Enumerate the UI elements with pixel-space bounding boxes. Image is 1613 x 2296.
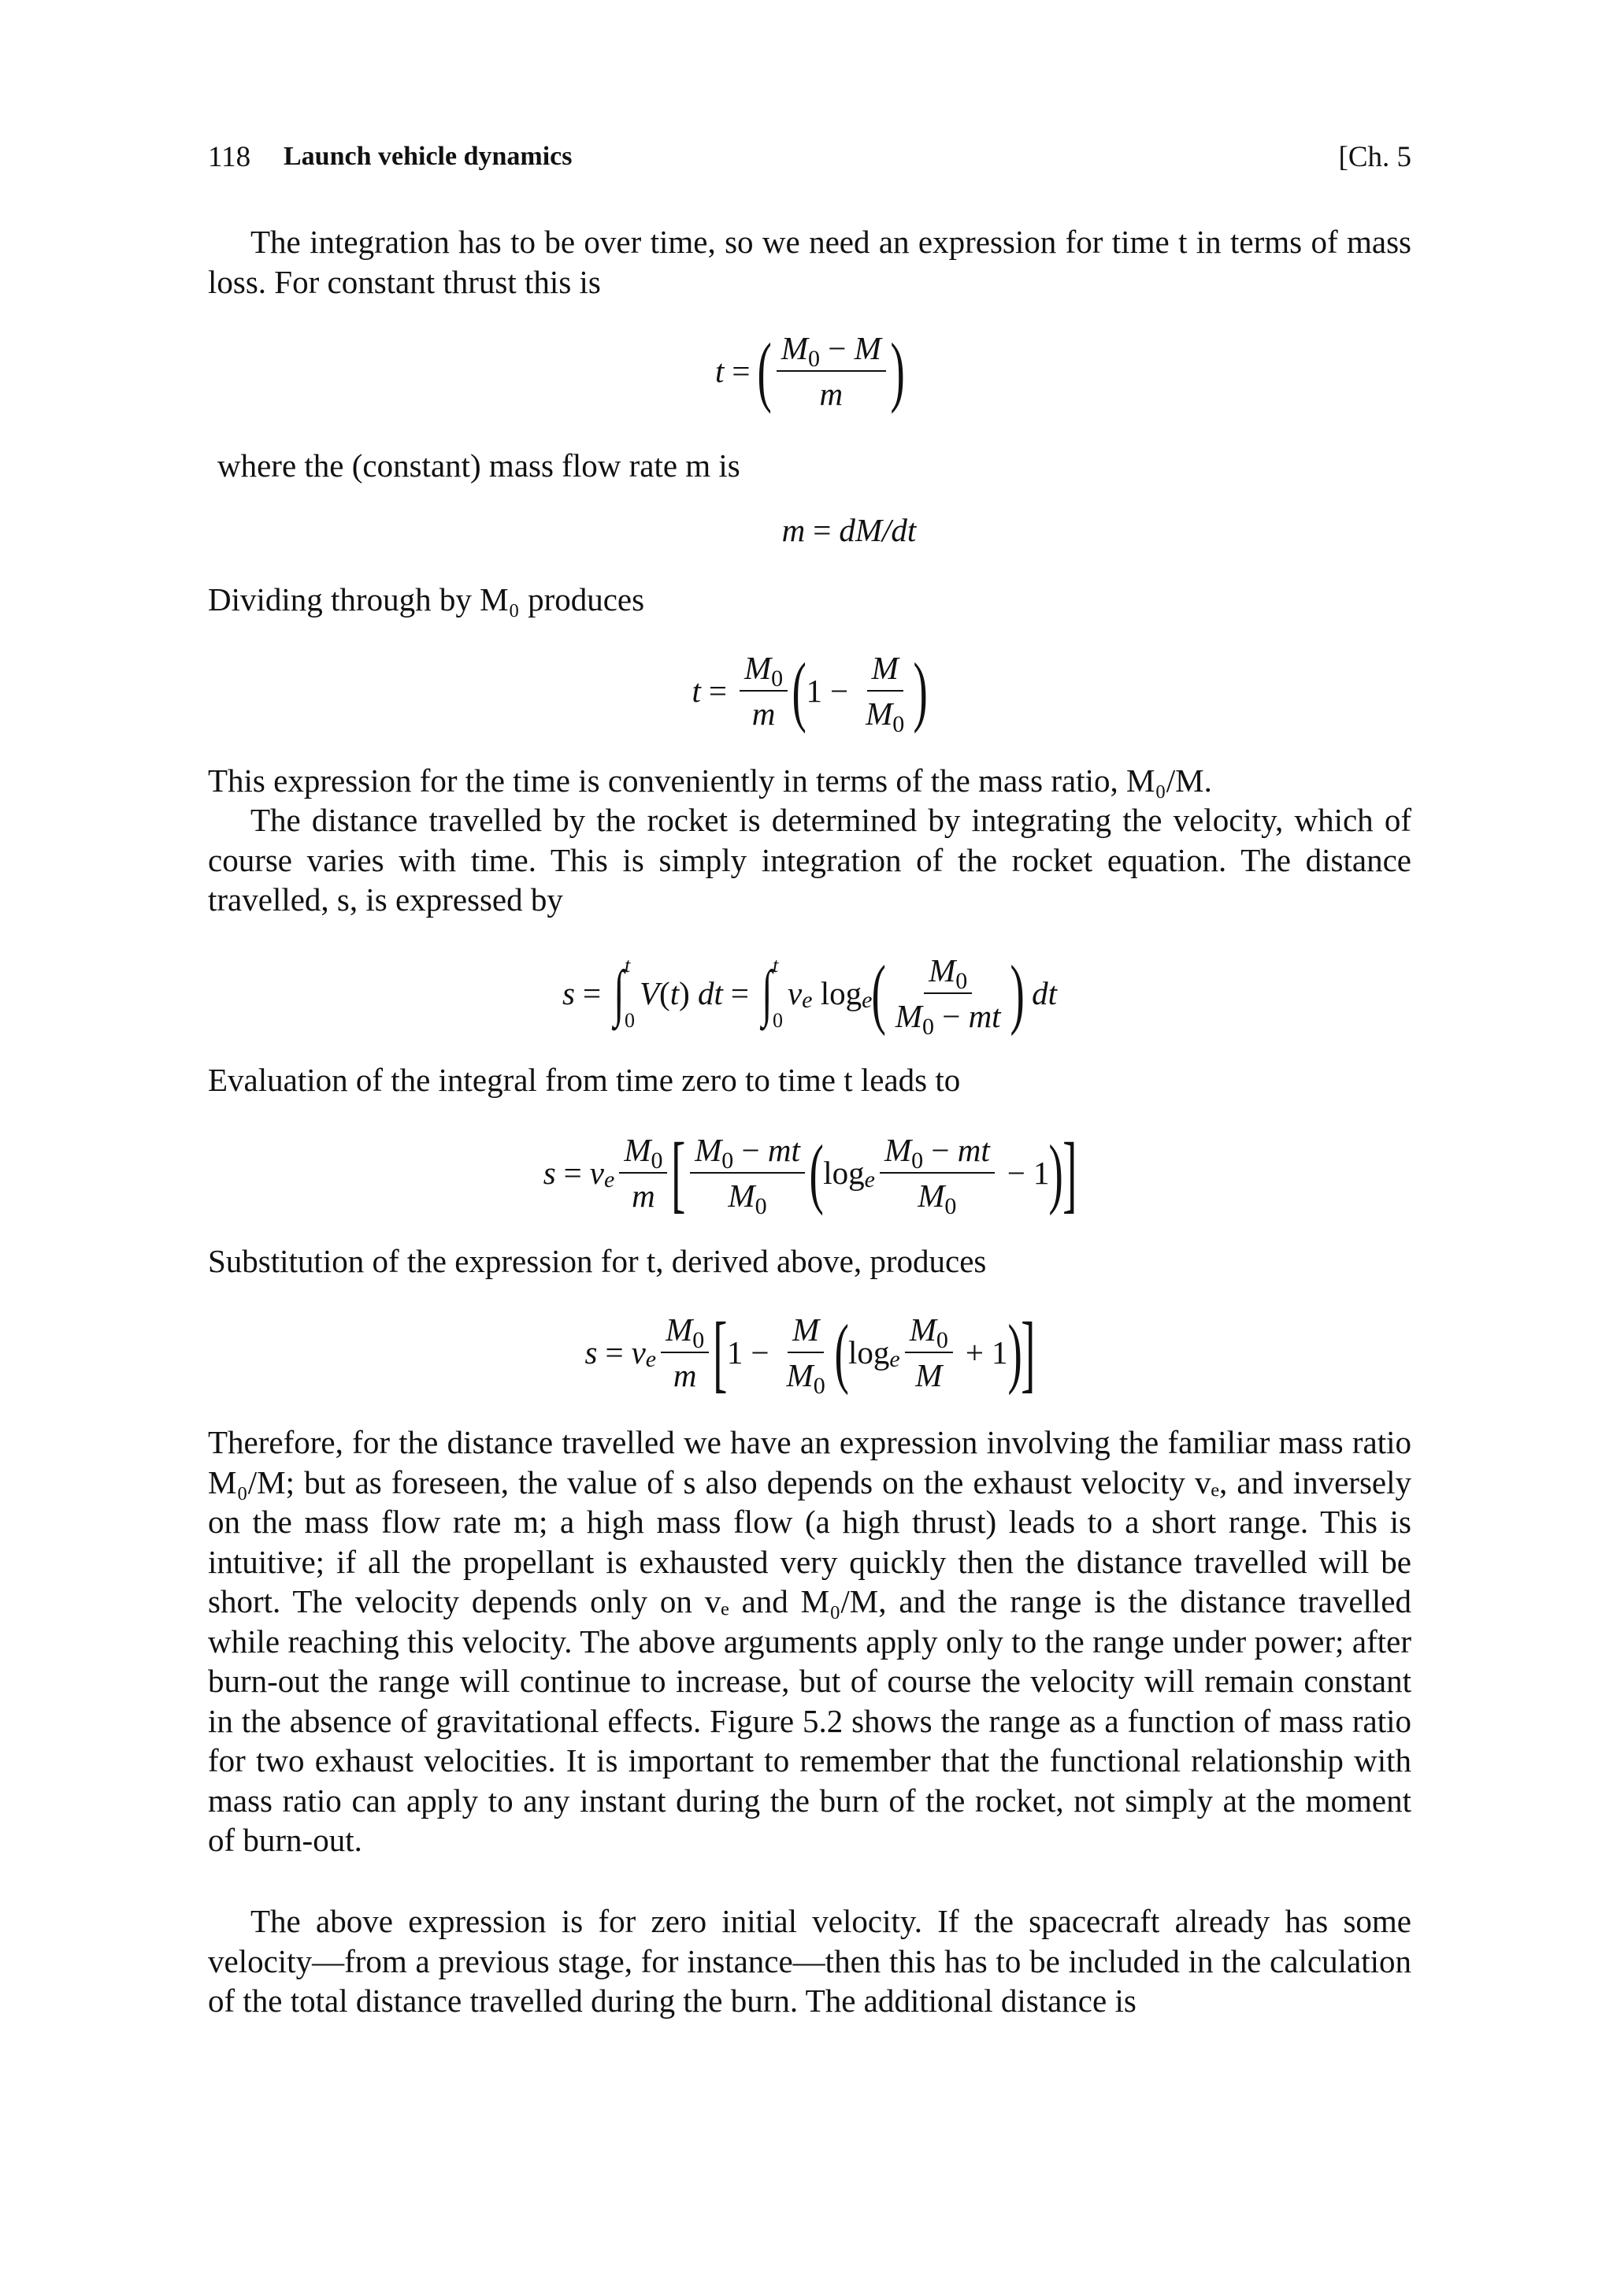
chapter-title: Launch vehicle dynamics bbox=[284, 142, 573, 171]
page-number: 118 bbox=[208, 141, 251, 173]
equation-time-mass-loss: t = ( $\frac{M_0 - M}{m}$ ) bbox=[714, 327, 905, 414]
document-page bbox=[208, 0, 1411, 2296]
running-header bbox=[208, 140, 1411, 180]
chapter-reference: [Ch. 5 bbox=[1338, 141, 1411, 173]
equation-distance-mass-ratio: s = v e $\frac{M_0}{m}$ [ 1 − $\frac{M}{M_0}$ ( log e $\frac{M_0}{M}$ + 1 ) ] bbox=[584, 1304, 1036, 1400]
equation-evaluated-integral: s = v e $\frac{M_0}{m}$ [ $\frac{M_0 - mt}{M_0}$ ( log e $\frac{M_0 - mt}{M_0}$ − 1 ) ] bbox=[543, 1125, 1077, 1221]
equation-time-mass-ratio: t = $\frac{M_0}{m}$ ( 1 − $\frac{M}{M_0}$ ) bbox=[692, 647, 929, 737]
paragraph-4: This expression for the time is conveniently in terms of the mass ratio, M₀/M. bbox=[208, 762, 1212, 799]
paragraph-1: The integration has to be over time, so we need an expression for time t in terms of mass loss. For constant thrust this is bbox=[208, 224, 1411, 300]
paragraph-8: Therefore, for the distance travelled we have an expression involving the familiar mass ratio M₀/M; but as foreseen, the value of s also depends on the exhaust velocity vₑ, and inversely on the mass flow rate m; a high mass flow (a high thrust) leads to a short range. This is intuitive; if all the propellant is exhausted very quickly then the distance travelled will be short. The velocity depends only on vₑ and M₀/M, and the range is the distance travelled while reaching this velocity. The above arguments apply only to the range under power; after burn-out the range will continue to increase, but of course the velocity will remain constant in the absence of gravitational effects. Figure 5.2 shows the range as a function of mass ratio for two exhaust velocities. It is important to remember that the functional relationship with mass ratio can apply to any instant during the burn of the rocket, not simply at the moment of burn-out. bbox=[208, 1424, 1411, 1858]
paragraph-3: Dividing through by M₀ produces bbox=[208, 581, 645, 618]
paragraph-6: Evaluation of the integral from time zero to time t leads to bbox=[208, 1062, 961, 1098]
paragraph-2: where the (constant) mass flow rate m is bbox=[217, 447, 740, 484]
paragraph-9: The above expression is for zero initial velocity. If the spacecraft already has some velocity—from a previous stage, for instance—then this has to be included in the calculation of the total distance travelled during the burn. The additional distance is bbox=[208, 1903, 1411, 2019]
paragraph-7: Substitution of the expression for t, derived above, produces bbox=[208, 1243, 987, 1279]
paragraph-5: The distance travelled by the rocket is determined by integrating the velocity, which of course varies with time. This is simply integration of the rocket equation. The distance travelled, s, is expressed by bbox=[208, 802, 1411, 918]
equation-distance-integral: s = ∫ t 0 V ( t ) dt = ∫ t 0 v e log e ( $\frac{M_0}{M_0 - mt}$ ) dt bbox=[562, 949, 1058, 1040]
equation-mass-flow-rate: m = dM/dt bbox=[781, 512, 917, 548]
